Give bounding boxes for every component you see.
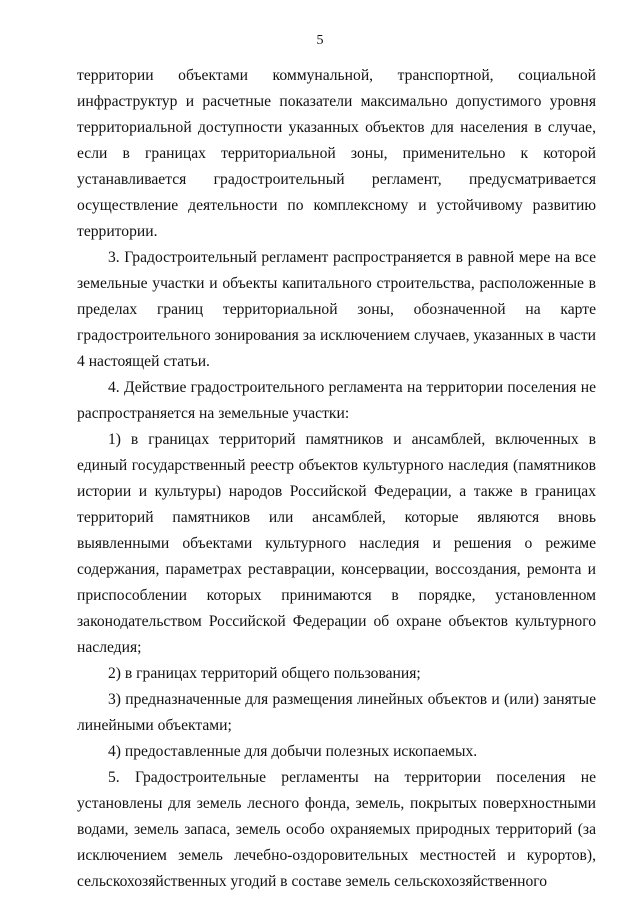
paragraph-item-2: 2) в границах территорий общего пользования; [108,665,421,682]
document-body [77,63,596,895]
paragraph-clause-3: 3. Градостроительный регламент распространяется в равной мере на все земельные участки и объекты капитального строительства, расположенные в пределах границ территориальной зоны, обозначенной на карте градостроительного зонирования за исключением случаев, указанных в части 4 настоящей статьи. [77,249,596,370]
paragraph-clause-4: 4. Действие градостроительного регламента на территории поселения не распространяется на земельные участки: [77,379,596,422]
paragraph-continuation: территории объектами коммунальной, транспортной, социальной инфраструктур и расчетные показатели максимально допустимого уровня территориальной доступности указанных объектов для населения в случае, если в границах территориальной зоны, применительно к которой устанавливается градостроительный регламент, предусматривается осуществление деятельности по комплексному и устойчивому развитию территории. [77,67,596,240]
paragraph-clause-5: 5. Градостроительные регламенты на территории поселения не установлены для земель лесного фонда, земель, покрытых поверхностными водами, земель запаса, земель особо охраняемых природных территорий (за исключением земель лечебно-оздоровительных местностей и курортов), сельскохозяйственных угодий в составе земель сельскохозяйственного [77,769,596,890]
paragraph-item-3: 3) предназначенные для размещения линейных объектов и (или) занятые линейными объектами; [77,691,596,734]
paragraph-item-1: 1) в границах территорий памятников и ансамблей, включенных в единый государственный реестр объектов культурного наследия (памятников истории и культуры) народов Российской Федерации, а также в границах территорий памятников или ансамблей, которые являются вновь выявленными объектами культурного наследия и решения о режиме содержания, параметрах реставрации, консервации, воссоздания, ремонта и приспособлении которых принимаются в порядке, установленном законодательством Российской Федерации об охране объектов культурного наследия; [77,431,596,656]
page-number: 5 [316,33,324,48]
paragraph-item-4: 4) предоставленные для добычи полезных ископаемых. [108,743,478,760]
